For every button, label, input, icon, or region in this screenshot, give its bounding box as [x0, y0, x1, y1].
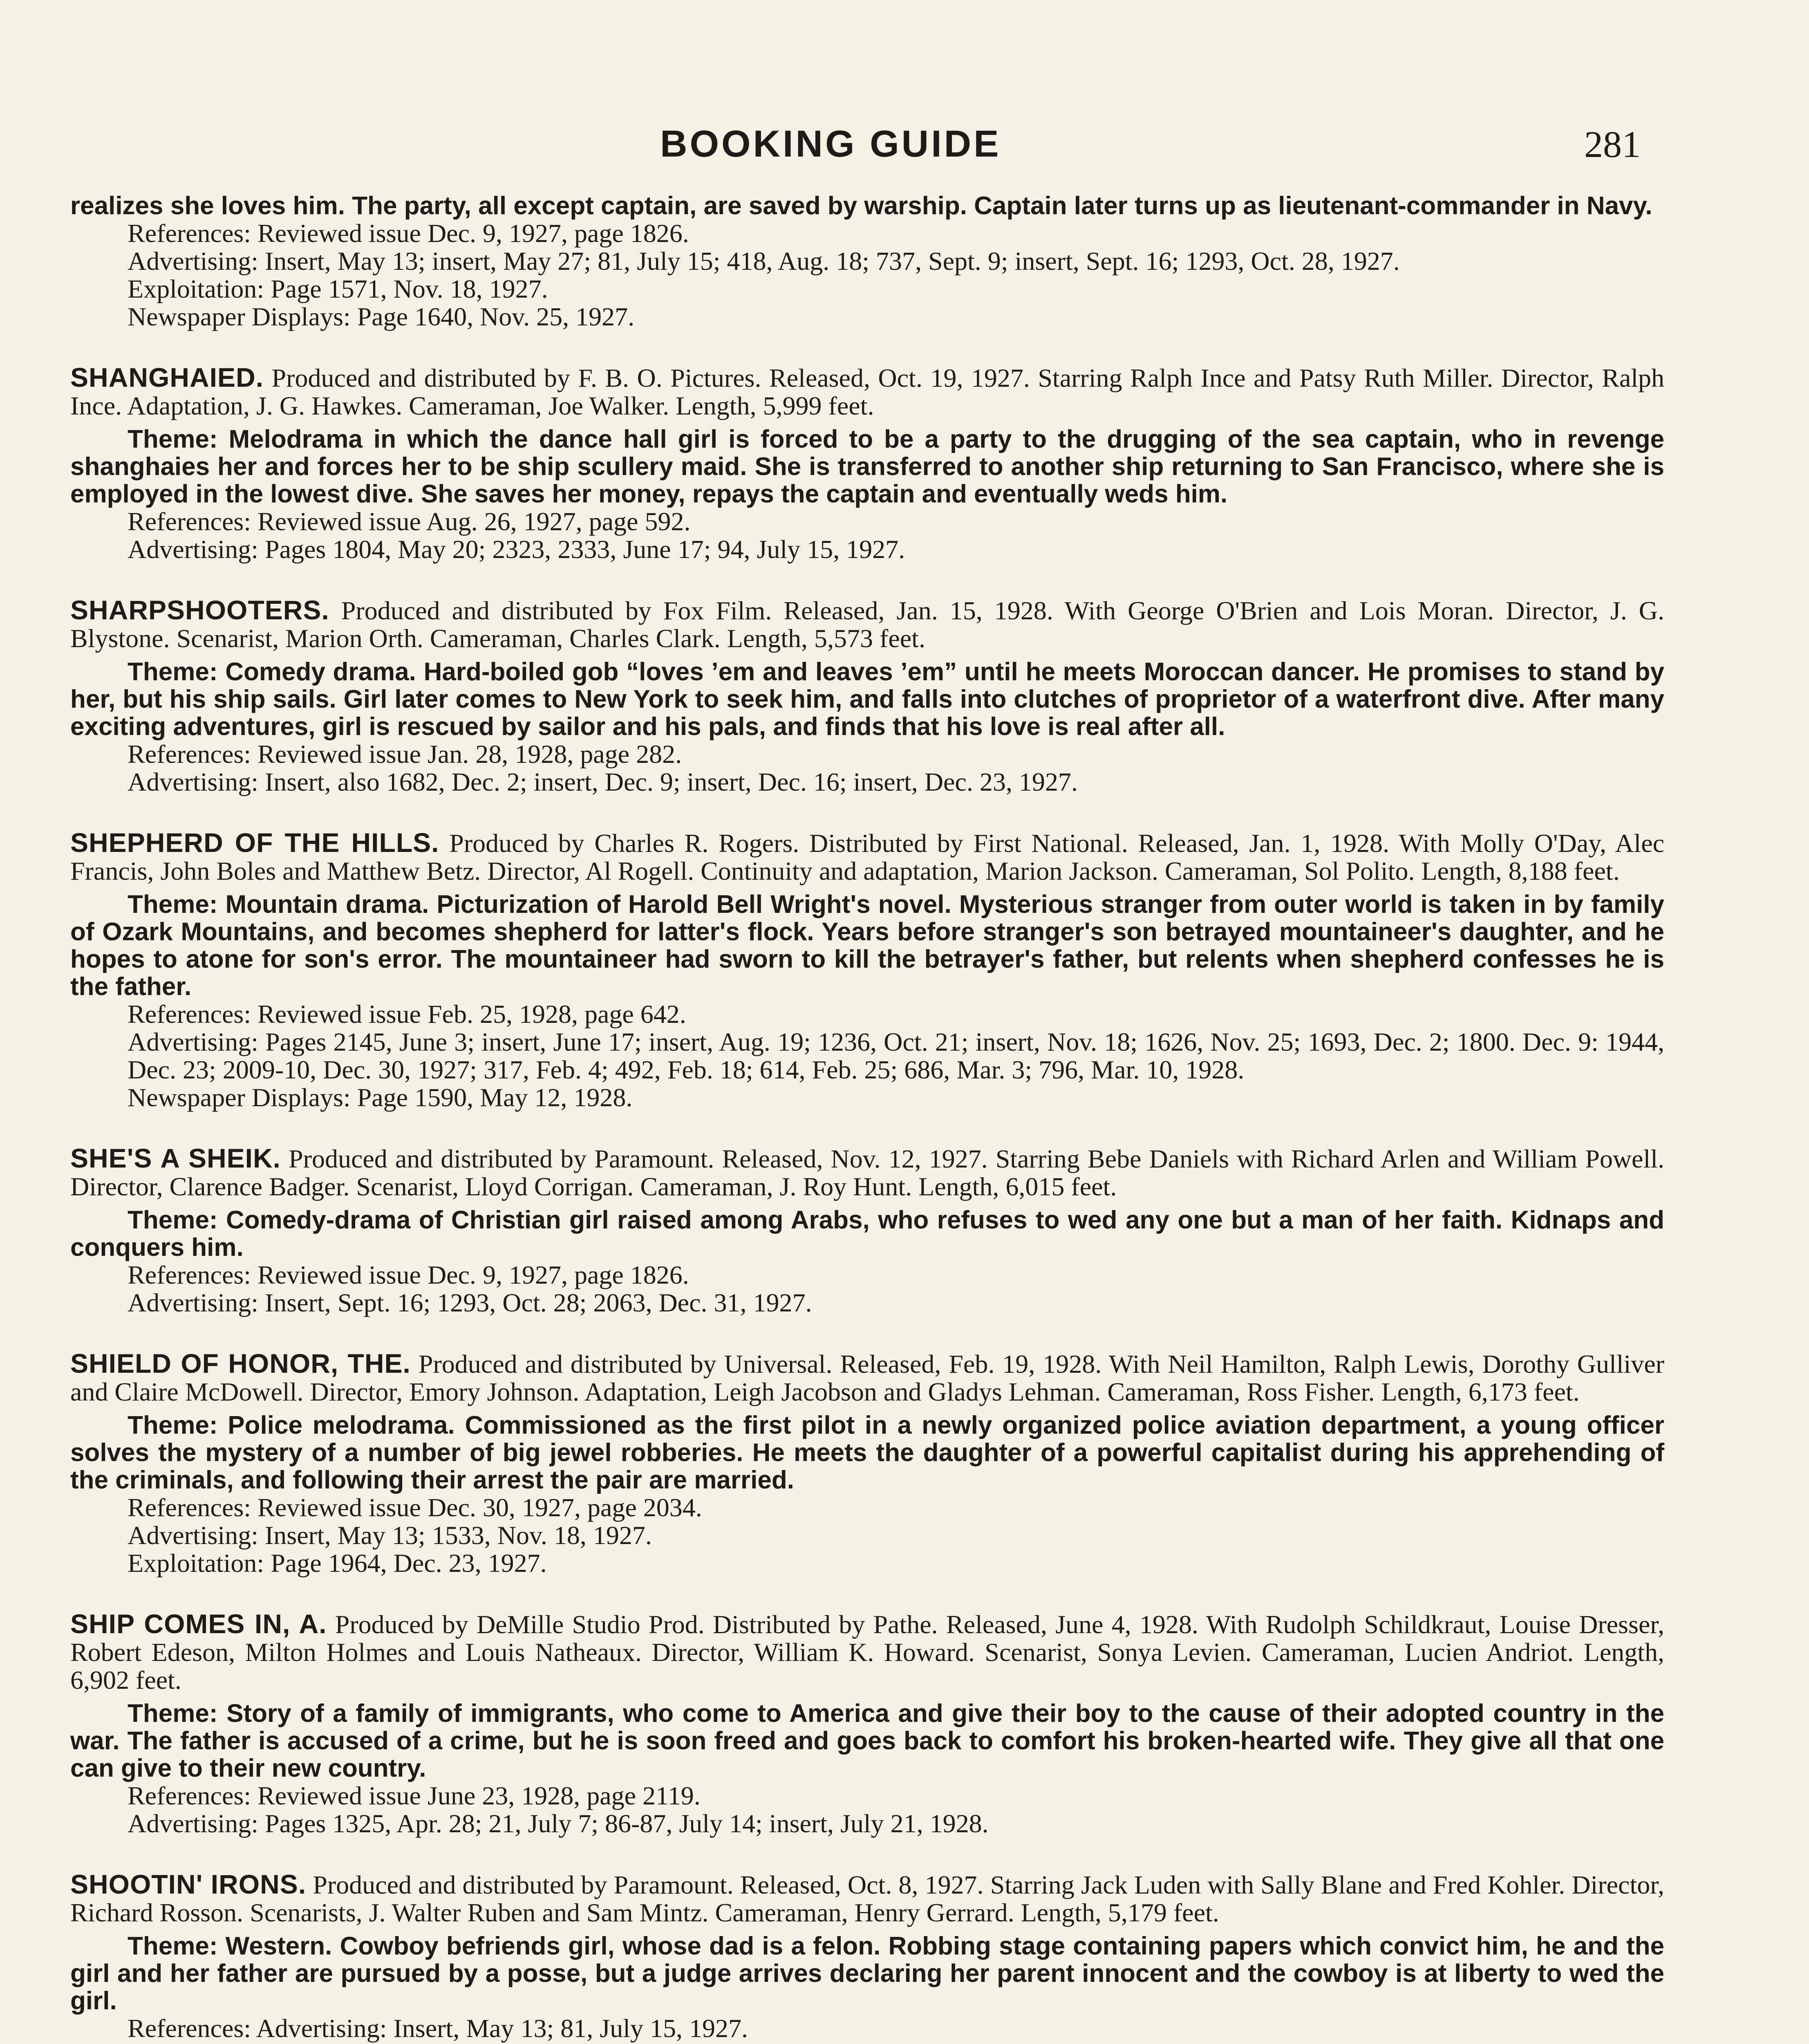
theme-text: Police melodrama. Commissioned as the first pilot in a newly organized police aviation department, a young officer solves the mystery of a number of big jewel robberies. He meets the daughter of a powerful capitalist during his apprehending of the criminals, and following their arrest the pair are married.	[70, 1411, 1664, 1494]
film-theme	[70, 1700, 1664, 1782]
film-theme	[70, 1932, 1664, 2015]
film-title: SHIELD OF HONOR, THE.	[70, 1348, 411, 1378]
page-header	[0, 123, 1809, 176]
entry-header	[70, 596, 1664, 652]
film-details: Produced and distributed by Paramount. Released, Nov. 12, 1927. Starring Bebe Daniels with Richard Arlen and William Powell. Director, Clarence Badger. Scenarist, Lloyd Corrigan. Cameraman, J. Roy Hunt. Length, 6,015 feet.	[70, 1144, 1664, 1201]
film-entries	[70, 363, 1664, 2044]
film-title: SHIP COMES IN, A.	[70, 1609, 327, 1639]
film-details: Produced and distributed by F. B. O. Pictures. Released, Oct. 19, 1927. Starring Ralph Ince and Patsy Ruth Miller. Director, Ralph Ince. Adaptation, J. G. Hawkes. Cameraman, Joe Walker. Length, 5,999 feet.	[70, 363, 1665, 420]
running-title: BOOKING GUIDE	[660, 123, 1001, 165]
theme-label: Theme:	[128, 1699, 218, 1728]
theme-text: Western. Cowboy befriends girl, whose dad is a felon. Robbing stage containing papers which convict him, he and the girl and her father are pursued by a posse, but a judge arrives declaring her parent innocent and the cowboy is at liberty to wed the girl.	[70, 1932, 1664, 2015]
reference-line: References: Reviewed issue Dec. 9, 1927, page 1826.	[128, 1260, 689, 1289]
film-entry	[70, 1144, 1664, 1317]
theme-text: Comedy-drama of Christian girl raised among Arabs, who refuses to wed any one but a man of her faith. Kidnaps and conquers him.	[70, 1206, 1664, 1262]
reference-line: Advertising: Insert, Sept. 16; 1293, Oct. 28; 2063, Dec. 31, 1927.	[128, 1288, 812, 1317]
theme-text: Mountain drama. Picturization of Harold Bell Wright's novel. Mysterious stranger from outer world is taken in by family of Ozark Mountains, and becomes shepherd for latter's flock. Years before stranger's son betrayed mountaineer's daughter, and he hopes to atone for son's error. The mountaineer had sworn to kill the betrayer's father, but relents when shepherd confesses he is the father.	[70, 890, 1664, 1001]
entry-header	[70, 363, 1664, 420]
reference-line: Newspaper Displays: Page 1590, May 12, 1928.	[128, 1083, 633, 1112]
theme-text: Comedy drama. Hard-boiled gob “loves ’em and leaves ’em” until he meets Moroccan dancer. He promises to stand by her, but his ship sails. Girl later comes to New York to seek him, and falls into clutches of proprietor of a waterfront dive. After many exciting adventures, girl is rescued by sailor and his pals, and finds that his love is real after all.	[70, 658, 1664, 741]
continued-theme: realizes she loves him. The party, all except captain, are saved by warship. Captain later turns up as lieutenant-commander in Navy.	[70, 192, 1652, 220]
entry-header	[70, 1349, 1664, 1406]
reference-line: Advertising: Pages 2145, June 3; insert, June 17; insert, Aug. 19; 1236, Oct. 21; insert, Nov. 18; 1626, Nov. 25; 1693, Dec. 2; 1800. Dec. 9: 1944, Dec. 23; 2009-10, Dec. 30, 1927; 317, Feb. 4; 492, Feb. 18; 614, Feb. 25; 686, Mar. 3; 796, Mar. 10, 1928.	[128, 1027, 1664, 1084]
newspaper-displays-line: Newspaper Displays: Page 1640, Nov. 25, 1927.	[128, 302, 635, 331]
reference-line: Advertising: Insert, also 1682, Dec. 2; insert, Dec. 9; insert, Dec. 16; insert, Dec. 23, 1927.	[128, 767, 1078, 796]
theme-label: Theme:	[128, 1932, 218, 1960]
exploitation-line: Exploitation: Page 1571, Nov. 18, 1927.	[128, 274, 548, 303]
film-title: SHE'S A SHEIK.	[70, 1143, 281, 1173]
film-entry	[70, 829, 1664, 1112]
reference-line: References: Reviewed issue June 23, 1928, page 2119.	[128, 1781, 701, 1810]
film-title: SHOOTIN' IRONS.	[70, 1869, 307, 1899]
entry-header	[70, 1144, 1664, 1201]
film-title: SHARPSHOOTERS.	[70, 595, 329, 625]
film-entry	[70, 1870, 1664, 2042]
theme-label: Theme:	[128, 890, 218, 919]
theme-label: Theme:	[128, 1411, 218, 1439]
continued-entry	[70, 192, 1664, 331]
reference-line: Advertising: Insert, May 13; 1533, Nov. 18, 1927.	[128, 1521, 652, 1550]
reference-line: References: Reviewed issue Jan. 28, 1928, page 282.	[128, 740, 682, 769]
booking-guide-content	[70, 192, 1664, 2044]
film-details: Produced by Charles R. Rogers. Distributed by First National. Released, Jan. 1, 1928. With Molly O'Day, Alec Francis, John Boles and Matthew Betz. Director, Al Rogell. Continuity and adaptation, Marion Jackson. Cameraman, Sol Polito. Length, 8,188 feet.	[70, 829, 1665, 885]
reference-line: References: Reviewed issue Aug. 26, 1927, page 592.	[128, 507, 691, 536]
film-entry	[70, 596, 1664, 796]
film-details: Produced and distributed by Paramount. Released, Oct. 8, 1927. Starring Jack Luden with Sally Blane and Fred Kohler. Director, Richard Rosson. Scenarists, J. Walter Ruben and Sam Mintz. Cameraman, Henry Gerrard. Length, 5,179 feet.	[70, 1870, 1664, 1927]
film-theme	[70, 1206, 1664, 1261]
film-entry	[70, 1610, 1664, 1838]
entry-header	[70, 1610, 1664, 1694]
theme-label: Theme:	[128, 425, 218, 453]
entry-header	[70, 1870, 1664, 1927]
film-title: SHEPHERD OF THE HILLS.	[70, 827, 439, 858]
reference-line: References: Advertising: Insert, May 13; 81, July 15, 1927.	[128, 2014, 748, 2043]
advertising-line: Advertising: Insert, May 13; insert, May 27; 81, July 15; 418, Aug. 18; 737, Sept. 9; insert, Sept. 16; 1293, Oct. 28, 1927.	[128, 247, 1400, 276]
reference-line: Advertising: Pages 1325, Apr. 28; 21, July 7; 86-87, July 14; insert, July 21, 1928.	[128, 1809, 989, 1838]
film-details: Produced and distributed by Fox Film. Released, Jan. 15, 1928. With George O'Brien and Lois Moran. Director, J. G. Blystone. Scenarist, Marion Orth. Cameraman, Charles Clark. Length, 5,573 feet.	[70, 596, 1665, 653]
film-entry	[70, 1349, 1664, 1577]
theme-label: Theme:	[128, 1206, 218, 1234]
reference-line: References: Reviewed issue Dec. 30, 1927, page 2034.	[128, 1493, 702, 1522]
film-details: Produced by DeMille Studio Prod. Distributed by Pathe. Released, June 4, 1928. With Rudolph Schildkraut, Louise Dresser, Robert Edeson, Milton Holmes and Louis Natheaux. Director, William K. Howard. Scenarist, Sonya Levien. Cameraman, Lucien Andriot. Length, 6,902 feet.	[70, 1610, 1665, 1694]
film-theme	[70, 891, 1664, 1000]
page-number: 281	[1584, 123, 1641, 165]
film-title: SHANGHAIED.	[70, 362, 264, 392]
film-theme	[70, 426, 1664, 508]
entry-header	[70, 829, 1664, 885]
reference-line: References: Reviewed issue Feb. 25, 1928, page 642.	[128, 1000, 686, 1029]
film-details: Produced and distributed by Universal. Released, Feb. 19, 1928. With Neil Hamilton, Ralph Lewis, Dorothy Gulliver and Claire McDowell. Director, Emory Johnson. Adaptation, Leigh Jacobson and Gladys Lehman. Cameraman, Ross Fisher. Length, 6,173 feet.	[70, 1349, 1665, 1406]
theme-label: Theme:	[128, 658, 218, 686]
reference-line: Advertising: Pages 1804, May 20; 2323, 2333, June 17; 94, July 15, 1927.	[128, 535, 905, 564]
reference-line: Exploitation: Page 1964, Dec. 23, 1927.	[128, 1549, 547, 1578]
reference-line: References: Reviewed issue Dec. 9, 1927, page 1826.	[128, 219, 689, 248]
film-theme	[70, 1412, 1664, 1494]
theme-text: Story of a family of immigrants, who come to America and give their boy to the cause of their adopted country in the war. The father is accused of a crime, but he is soon freed and goes back to comfort his broken-hearted wife. They give all that one can give to their new country.	[70, 1699, 1664, 1782]
film-theme	[70, 658, 1664, 740]
film-entry	[70, 363, 1664, 563]
theme-text: Melodrama in which the dance hall girl is forced to be a party to the drugging of the sea captain, who in revenge shanghaies her and forces her to be ship scullery maid. She is transferred to another ship returning to San Francisco, where she is employed in the lowest dive. She saves her money, repays the captain and eventually weds him.	[70, 425, 1664, 508]
